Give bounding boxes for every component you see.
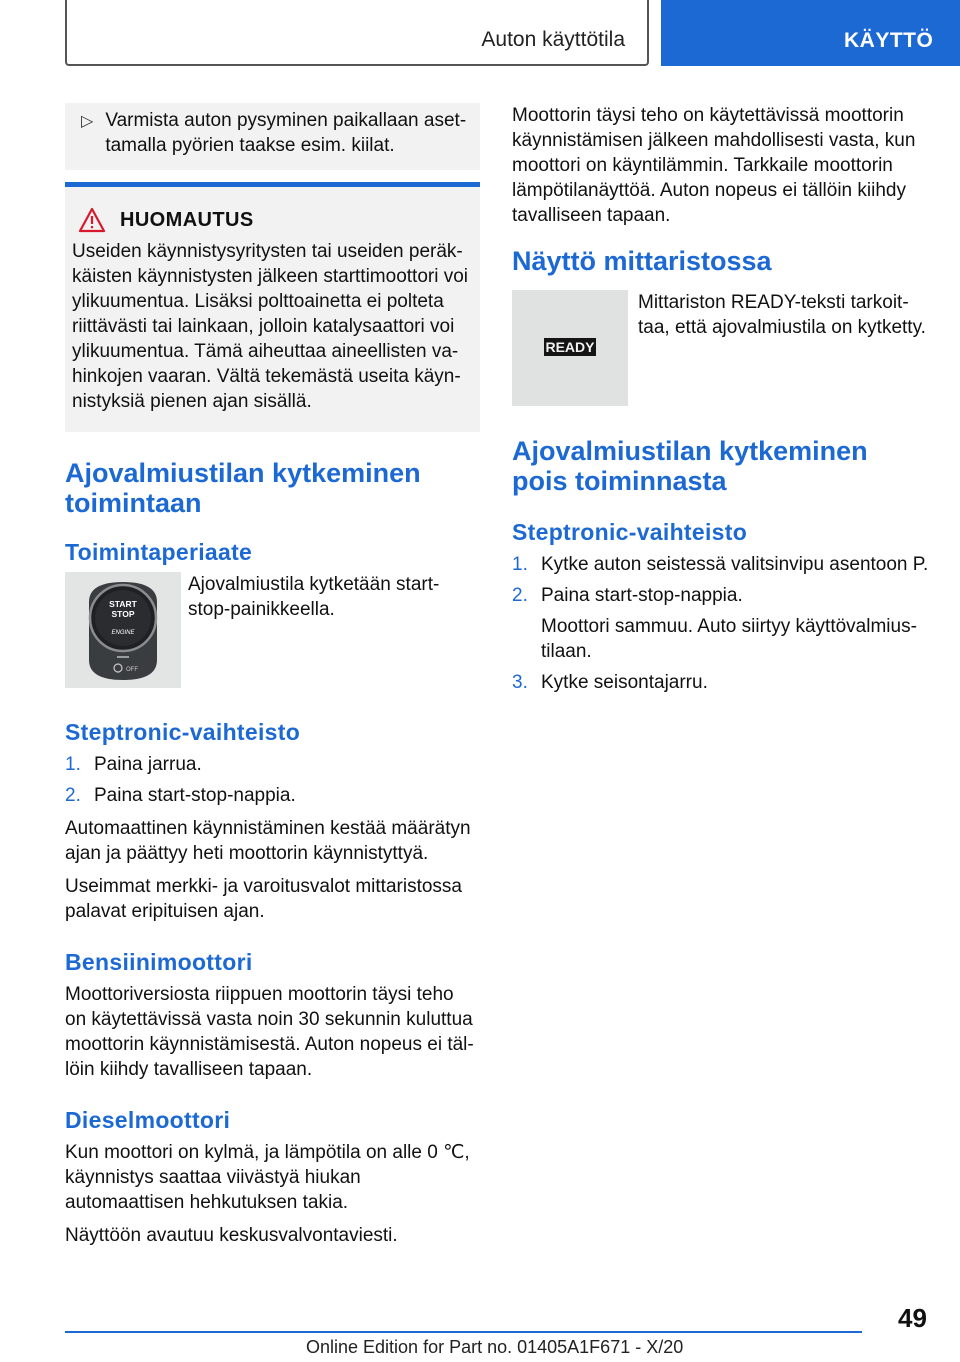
page-number: 49: [898, 1303, 927, 1333]
auto-start-paragraph: Automaattinen käynnistäminen kestää määrätyn ajan ja päättyy heti moottorin käynnistyttyä.: [65, 818, 471, 864]
step-number: 1.: [512, 554, 528, 575]
diesel-paragraph-1: Kun moottori on kylmä, ja lämpötila on alle 0 ℃, käynnistys saattaa viivästyä hiukan automaattisen hehkutuksen takia.: [65, 1142, 470, 1213]
step-note-text: Moottori sammuu. Auto siirtyy käyttövalmiustilaan.: [541, 616, 917, 662]
tip-text: Varmista auton pysyminen paikallaan asettamalla pyörien taakse esim. kiilat.: [105, 110, 467, 156]
display-figure-row: [512, 290, 930, 406]
start-stop-button-image: [65, 572, 181, 688]
right-column: [512, 103, 930, 703]
step-note: [512, 614, 930, 664]
diesel-paragraph-2: Näyttöön avautuu keskusvalvontaviesti.: [65, 1225, 398, 1246]
left-column: [65, 103, 480, 1256]
step-text: Paina start-stop-nappia.: [541, 585, 743, 606]
button-start-label: START: [109, 599, 137, 609]
notice-title: HUOMAUTUS: [120, 208, 254, 231]
petrol-paragraph: Moottoriversiosta riippuen moottorin täysi teho on käytettävissä vasta noin 30 sekunnin kuluttua moottorin käynnistämisestä. Auton nopeus ei tällöin kiihdy tavalliseen tapaan.: [65, 984, 474, 1080]
list-item: [512, 670, 930, 695]
list-item: [512, 583, 930, 608]
step-number: 1.: [65, 754, 81, 775]
activate-steps: [65, 752, 480, 808]
header-section-title: Auton käyttötila: [481, 28, 625, 51]
deactivate-steps: [512, 552, 930, 695]
steptronic-heading-left: Steptronic-vaihteisto: [65, 719, 301, 745]
list-item: [65, 783, 480, 808]
step-text: Kytke seisontajarru.: [541, 672, 708, 693]
ready-display-image: [512, 290, 628, 406]
button-stop-label: STOP: [111, 609, 135, 619]
header-chapter-title: KÄYTTÖ: [844, 29, 934, 52]
warning-lights-paragraph: Useimmat merkki- ja varoitusvalot mittaristossa palavat eripituisen ajan.: [65, 876, 462, 922]
start-stop-button-icon: [65, 572, 181, 688]
step-number: 2.: [512, 585, 528, 606]
step-number: 3.: [512, 672, 528, 693]
warning-triangle-icon: [78, 207, 106, 233]
step-text: Paina start-stop-nappia.: [94, 785, 296, 806]
step-text: Paina jarrua.: [94, 754, 202, 775]
step-number: 2.: [65, 785, 81, 806]
button-off-label: OFF: [126, 667, 138, 673]
list-item: [65, 752, 480, 777]
button-engine-label: ENGINE: [111, 630, 135, 636]
notice-box: [65, 182, 480, 432]
header-chapter-tab: [661, 0, 960, 66]
ready-indicator-icon: [512, 290, 628, 406]
list-item: [512, 552, 930, 577]
principle-heading: Toimintaperiaate: [65, 539, 253, 565]
activate-heading: Ajovalmiustilan kytkeminen toimintaan: [65, 458, 421, 518]
petrol-heading: Bensiinimoottori: [65, 949, 253, 975]
full-power-paragraph: Moottorin täysi teho on käytettävissä moottorin käynnistämisen jälkeen mahdollisesti vasta, kun moottori on käyntilämmin. Tarkkaile moottorin lämpötilanäyttöä. Auton nopeus ei tällöin kiihdy tavalliseen tapaan.: [512, 105, 916, 226]
display-heading: Näyttö mittaristossa: [512, 246, 772, 276]
notice-text: Useiden käynnistysyritysten tai useiden peräkkäisten käynnistysten jälkeen starttimoottori voi ylikuumentua. Lisäksi polttoainetta ei polteta riittävästi tai lainkaan, jolloin katalysaattori voi ylikuumentua. Tämä aiheuttaa aineellisten vahinkojen vaaran. Vältä tekemästä useita käynnistyksiä pienen ajan sisällä.: [72, 241, 469, 412]
display-caption: Mittariston READY-teksti tarkoittaa, että ajovalmiustila on kytketty.: [638, 292, 926, 338]
steptronic-heading-right: Steptronic-vaihteisto: [512, 519, 748, 545]
tip-triangle-icon: ▷: [81, 113, 94, 130]
deactivate-heading: Ajovalmiustilan kytkeminen pois toiminnasta: [512, 436, 868, 496]
tip-box: [65, 103, 480, 170]
notice-header: [78, 207, 470, 233]
footer-edition: Online Edition for Part no. 01405A1F671 - X/20: [306, 1337, 684, 1357]
principle-figure-row: [65, 572, 480, 688]
diesel-heading: Dieselmoottori: [65, 1107, 231, 1133]
ready-label: READY: [545, 339, 595, 355]
step-text: Kytke auton seistessä valitsinvipu asentoon P.: [541, 554, 929, 575]
footer-divider: [65, 1331, 862, 1333]
principle-caption: Ajovalmiustila kytketään start-stop-painikkeella.: [188, 574, 440, 620]
header-section-box: [65, 0, 649, 66]
